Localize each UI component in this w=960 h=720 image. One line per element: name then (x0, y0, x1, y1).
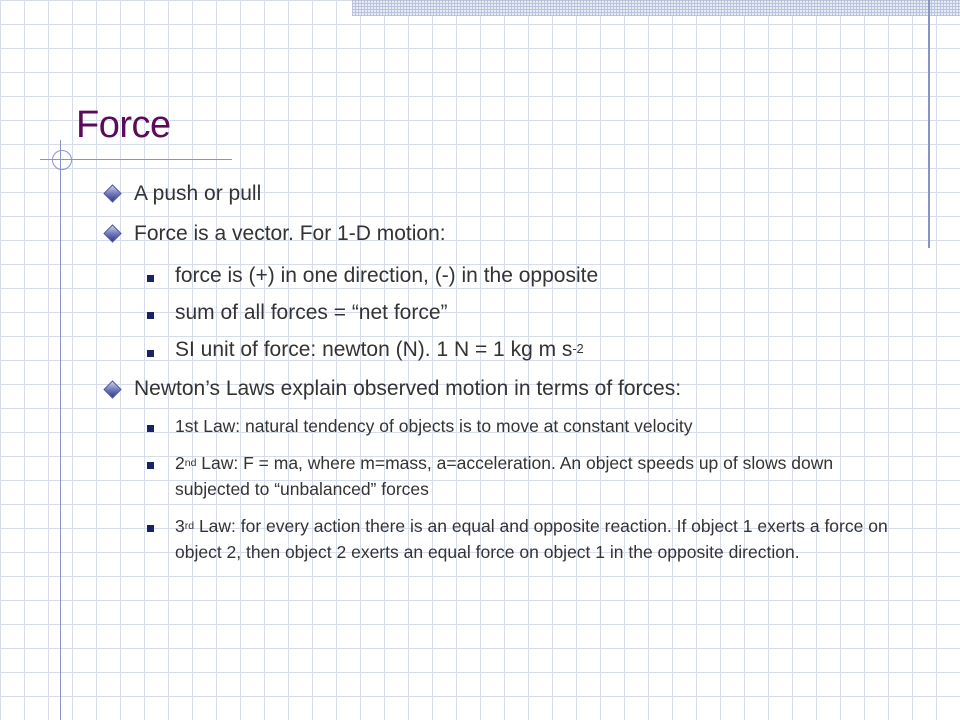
diamond-bullet-icon (105, 382, 121, 398)
square-bullet-icon (147, 312, 154, 319)
bullet-force-vector: Force is a vector. For 1-D motion: (134, 222, 446, 245)
diamond-bullet-icon (105, 186, 121, 202)
si-unit-exponent: -2 (572, 341, 584, 356)
slide-title: Force (76, 104, 171, 146)
third-law-text: Law: for every action there is an equal and opposite reaction. If object 1 exerts a force on object 2, then object 2 exerts an equal force on object 1 in the opposite direction. (175, 516, 888, 562)
square-bullet-icon (147, 425, 154, 432)
bullet-push-or-pull: A push or pull (134, 182, 262, 205)
left-vertical-line (60, 140, 61, 720)
top-decorative-band (352, 0, 960, 16)
third-law-ordinal: rd (184, 520, 195, 533)
subbullet-first-law: 1st Law: natural tendency of objects is to move at constant velocity (175, 416, 693, 436)
third-law-number: 3 (175, 516, 185, 536)
subbullet-si-unit (175, 338, 584, 362)
square-bullet-icon (147, 275, 154, 282)
square-bullet-icon (147, 525, 154, 532)
right-vertical-line (928, 0, 930, 248)
second-law-text: Law: F = ma, where m=mass, a=acceleration. An object speeds up of slows down subjected to “unbalanced” forces (175, 453, 834, 499)
square-bullet-icon (147, 350, 154, 357)
diamond-bullet-icon (105, 226, 121, 242)
subbullet-second-law (175, 450, 855, 502)
subbullet-direction: force is (+) in one direction, (-) in the opposite (175, 264, 599, 287)
subbullet-third-law (175, 513, 890, 565)
bullet-newtons-laws: Newton’s Laws explain observed motion in terms of forces: (134, 377, 682, 400)
second-law-ordinal: nd (184, 457, 197, 470)
square-bullet-icon (147, 462, 154, 469)
si-unit-text: SI unit of force: newton (N). 1 N = 1 kg m s (175, 338, 573, 361)
second-law-number: 2 (175, 453, 185, 473)
corner-circle-ornament (52, 150, 72, 170)
subbullet-net-force: sum of all forces = “net force” (175, 301, 448, 324)
